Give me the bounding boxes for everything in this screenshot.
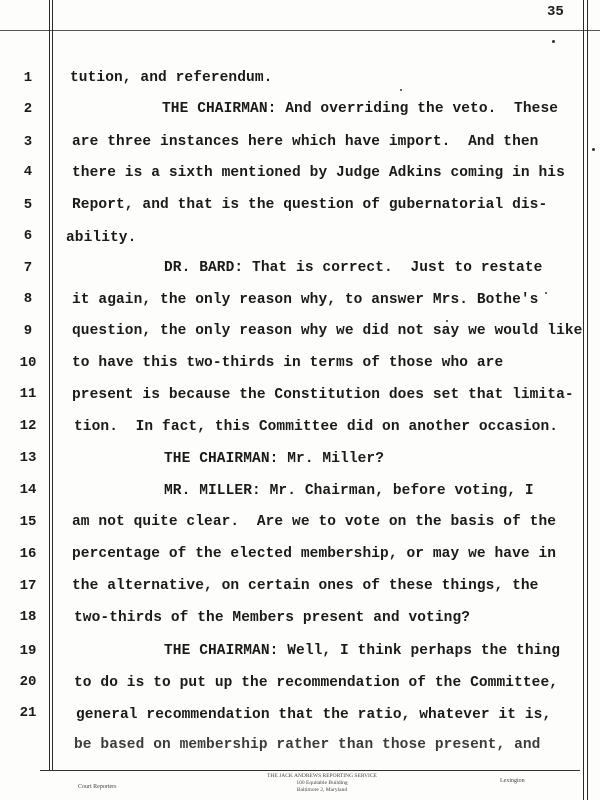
line-number: 17 <box>19 578 37 594</box>
transcript-line: percentage of the elected membership, or may we have in <box>72 546 557 562</box>
footer-phone-exchange: Lexington <box>500 778 525 784</box>
transcript-line: MR. MILLER: Mr. Chairman, before voting, I <box>164 483 534 499</box>
transcript-line: there is a sixth mentioned by Judge Adkins coming in his <box>72 165 565 181</box>
footer-reporting-service <box>252 773 392 794</box>
line-number: 9 <box>23 323 33 339</box>
scan-speck <box>545 292 547 294</box>
footer-service-address: 100 Equitable Building <box>296 780 348 786</box>
transcript-line: Report, and that is the question of gubernatorial dis- <box>72 197 548 213</box>
line-number: 21 <box>19 705 37 721</box>
transcript-line: are three instances here which have import. And then <box>72 134 539 150</box>
line-number: 18 <box>19 609 37 625</box>
line-number: 6 <box>23 228 33 244</box>
line-number: 11 <box>19 386 37 402</box>
footer-service-name: THE JACK ANDREWS REPORTING SERVICE <box>267 773 377 779</box>
line-number: 10 <box>19 355 37 371</box>
line-number: 8 <box>23 291 33 307</box>
transcript-line: two-thirds of the Members present and voting? <box>74 610 471 626</box>
transcript-line-cut-off: be based on membership rather than those present, and <box>74 737 541 753</box>
line-number: 1 <box>23 70 33 86</box>
transcript-line: it again, the only reason why, to answer Mrs. Bothe's <box>72 292 539 308</box>
line-number: 12 <box>19 418 37 434</box>
line-number: 3 <box>23 134 33 150</box>
transcript-line: am not quite clear. Are we to vote on the basis of the <box>72 514 557 530</box>
footer-rule <box>40 770 580 771</box>
transcript-line: general recommendation that the ratio, whatever it is, <box>76 707 552 723</box>
footer-service-city: Baltimore 2, Maryland <box>296 787 348 793</box>
transcript-line: DR. BARD: That is correct. Just to restate <box>164 260 543 276</box>
scan-speck <box>592 148 595 151</box>
top-rule <box>0 30 600 31</box>
line-number: 16 <box>19 546 37 562</box>
line-number: 7 <box>23 260 33 276</box>
line-number: 14 <box>19 482 37 498</box>
line-number: 15 <box>19 514 37 530</box>
scan-speck <box>446 320 448 322</box>
line-number: 20 <box>19 674 37 690</box>
transcript-line: THE CHAIRMAN: Mr. Miller? <box>164 451 385 467</box>
line-number: 13 <box>19 450 37 466</box>
right-margin-rule-outer <box>587 0 588 800</box>
left-margin-rule <box>49 0 50 770</box>
line-number: 19 <box>19 643 37 659</box>
page-number: 35 <box>547 4 564 20</box>
scan-speck <box>400 89 402 91</box>
transcript-line: question, the only reason why we did not say we would like <box>72 323 583 339</box>
scan-speck <box>552 40 555 43</box>
transcript-line: tution, and referendum. <box>70 70 273 86</box>
right-margin-rule <box>583 0 584 800</box>
line-number: 4 <box>23 164 33 180</box>
left-margin-rule-inner <box>52 0 53 770</box>
transcript-line: THE CHAIRMAN: Well, I think perhaps the thing <box>164 643 561 659</box>
transcript-line: to do is to put up the recommendation of the Committee, <box>74 675 559 691</box>
transcript-line: THE CHAIRMAN: And overriding the veto. These <box>162 101 559 117</box>
transcript-line: present is because the Constitution does set that limita- <box>72 387 574 403</box>
transcript-line: ability. <box>66 230 137 246</box>
transcript-line: tion. In fact, this Committee did on another occasion. <box>74 419 559 435</box>
transcript-line: the alternative, on certain ones of these things, the <box>72 578 539 594</box>
transcript-line: to have this two-thirds in terms of those who are <box>72 355 504 371</box>
footer-court-reporters: Court Reporters <box>78 784 117 790</box>
line-number: 5 <box>23 197 33 213</box>
line-number: 2 <box>23 101 33 117</box>
